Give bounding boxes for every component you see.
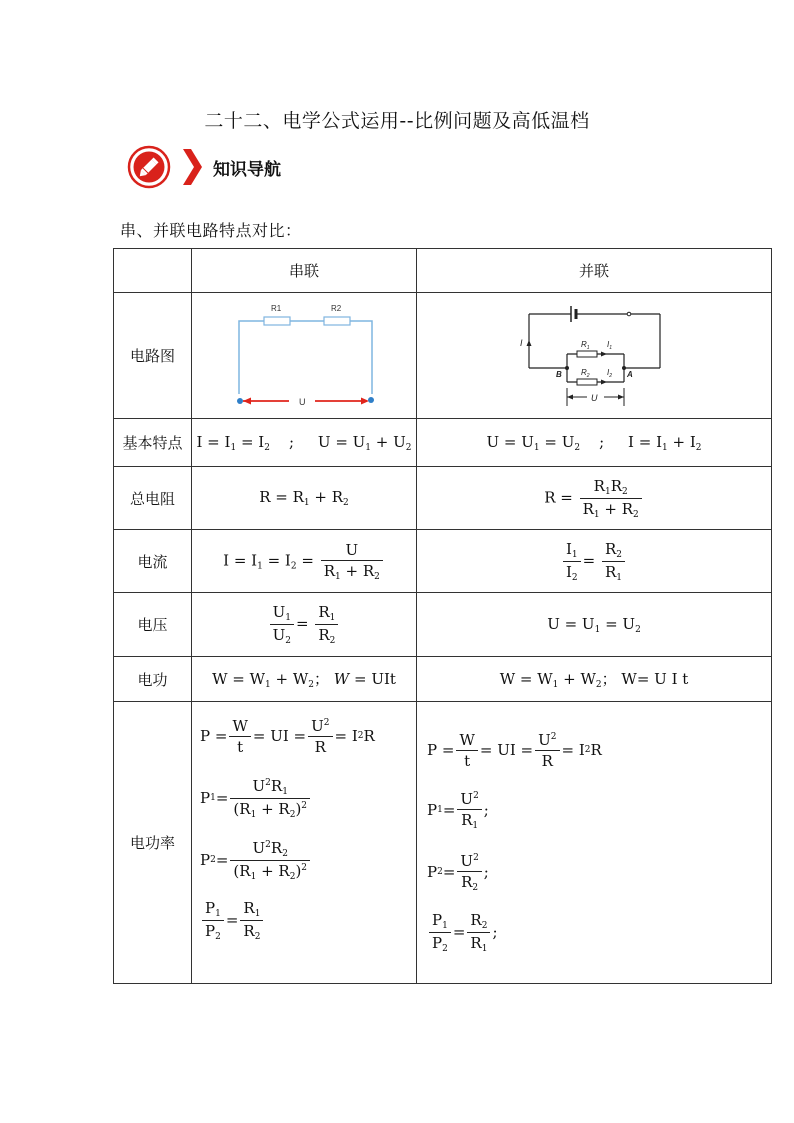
series-current-formula: $I = I_1 = I_2$ = $\frac{U}{R_1 + R_2}$ (192, 530, 417, 593)
series-diagram-cell (192, 293, 417, 419)
parallel-resistance-formula: R = $\frac{R_1R_2}{R_1 + R_2}$ (417, 467, 772, 530)
series-power-formula-1: P = $\frac{W}{t}$ = UI = $\frac{U^2}{R}$ = I 2 R (200, 716, 375, 756)
table-row (114, 293, 772, 419)
parallel-diagram-cell (417, 293, 772, 419)
r2-label: R2 (331, 303, 342, 313)
table-row (114, 657, 772, 702)
i2-label: $I_2$ (607, 368, 613, 379)
chevron-right-icon (181, 147, 203, 187)
row-label-current: 电流 (114, 530, 192, 593)
table-row (114, 593, 772, 657)
knowledge-nav-header (127, 144, 281, 190)
u-label: U (299, 396, 306, 407)
series-circuit-diagram (229, 299, 379, 409)
parallel-basic-formula: $U = U_1 = U_2$ ; $I = I_1 + I_2$ (417, 419, 772, 467)
header-series: 串联 (192, 249, 417, 293)
r2-label: $R_2$ (581, 368, 590, 379)
table-row (114, 419, 772, 467)
r1-label: R1 (271, 303, 282, 313)
series-resistance-formula: $R = R_1 + R_2$ (192, 467, 417, 530)
table-row (114, 702, 772, 984)
pencil-icon (127, 145, 171, 189)
parallel-voltage-formula: $U = U_1 = U_2$ (417, 593, 772, 657)
r1-label: $R_1$ (581, 340, 590, 351)
table-header-row (114, 249, 772, 293)
row-label-work: 电功 (114, 657, 192, 702)
intro-text: 串、并联电路特点对比： (120, 221, 302, 240)
row-label-voltage: 电压 (114, 593, 192, 657)
series-power-formula-4: $\frac{P_1}{P_2}$ = $\frac{R_1}{R_2}$ (200, 898, 416, 942)
series-work-formula: $W = W_1 + W_2$； W = UIt (192, 657, 417, 702)
parallel-power-formulas (417, 702, 772, 984)
a-label: A (627, 370, 633, 379)
b-label: B (556, 370, 562, 379)
resistor-r2 (324, 317, 350, 325)
parallel-power-formula-2: P 1 = $\frac{U^2}{R_1}$ ; (427, 789, 489, 831)
resistor-r1 (264, 317, 290, 325)
row-label-basic: 基本特点 (114, 419, 192, 467)
parallel-power-formula-1: P = $\frac{W}{t}$ = UI = $\frac{U^2}{R}$ = I 2 R (427, 730, 602, 770)
parallel-circuit-diagram (519, 296, 669, 411)
row-label-power: 电功率 (114, 702, 192, 984)
header-empty-cell (114, 249, 192, 293)
table-row (114, 467, 772, 530)
parallel-power-formula-3: P 2 = $\frac{U^2}{R_2}$ ; (427, 851, 489, 893)
table-row (114, 530, 772, 593)
parallel-current-formula: $\frac{I_1}{I_2}$ = $\frac{R_2}{R_1}$ (417, 530, 772, 593)
page-title: 二十二、电学公式运用--比例问题及高低温档 (204, 110, 590, 132)
comparison-table (113, 248, 772, 984)
header-parallel: 并联 (417, 249, 772, 293)
row-label-resistance: 总电阻 (114, 467, 192, 530)
i1-label: $I_1$ (607, 340, 613, 351)
series-power-formula-2: P 1 = $\frac{U^2R_1}{(R_1 + R_2)^2}$ (200, 776, 416, 820)
u-label: U (591, 393, 598, 403)
parallel-work-formula: $W = W_1 + W_2$； W= U I t (417, 657, 772, 702)
series-basic-formula: $I = I_1 = I_2$ ; $U = U_1 + U_2$ (192, 419, 417, 467)
row-label-diagram: 电路图 (114, 293, 192, 419)
nav-label: 知识导航 (213, 159, 281, 180)
series-voltage-formula: $\frac{U_1}{U_2}$ = $\frac{R_1}{R_2}$ (192, 593, 417, 657)
series-power-formula-3: P 2 = $\frac{U^2R_2}{(R_1 + R_2)^2}$ (200, 838, 416, 882)
i-label: I (520, 338, 523, 348)
parallel-power-formula-4: $\frac{P_1}{P_2}$ = $\frac{R_2}{R_1}$ ; (427, 910, 771, 954)
series-power-formulas (192, 702, 417, 984)
